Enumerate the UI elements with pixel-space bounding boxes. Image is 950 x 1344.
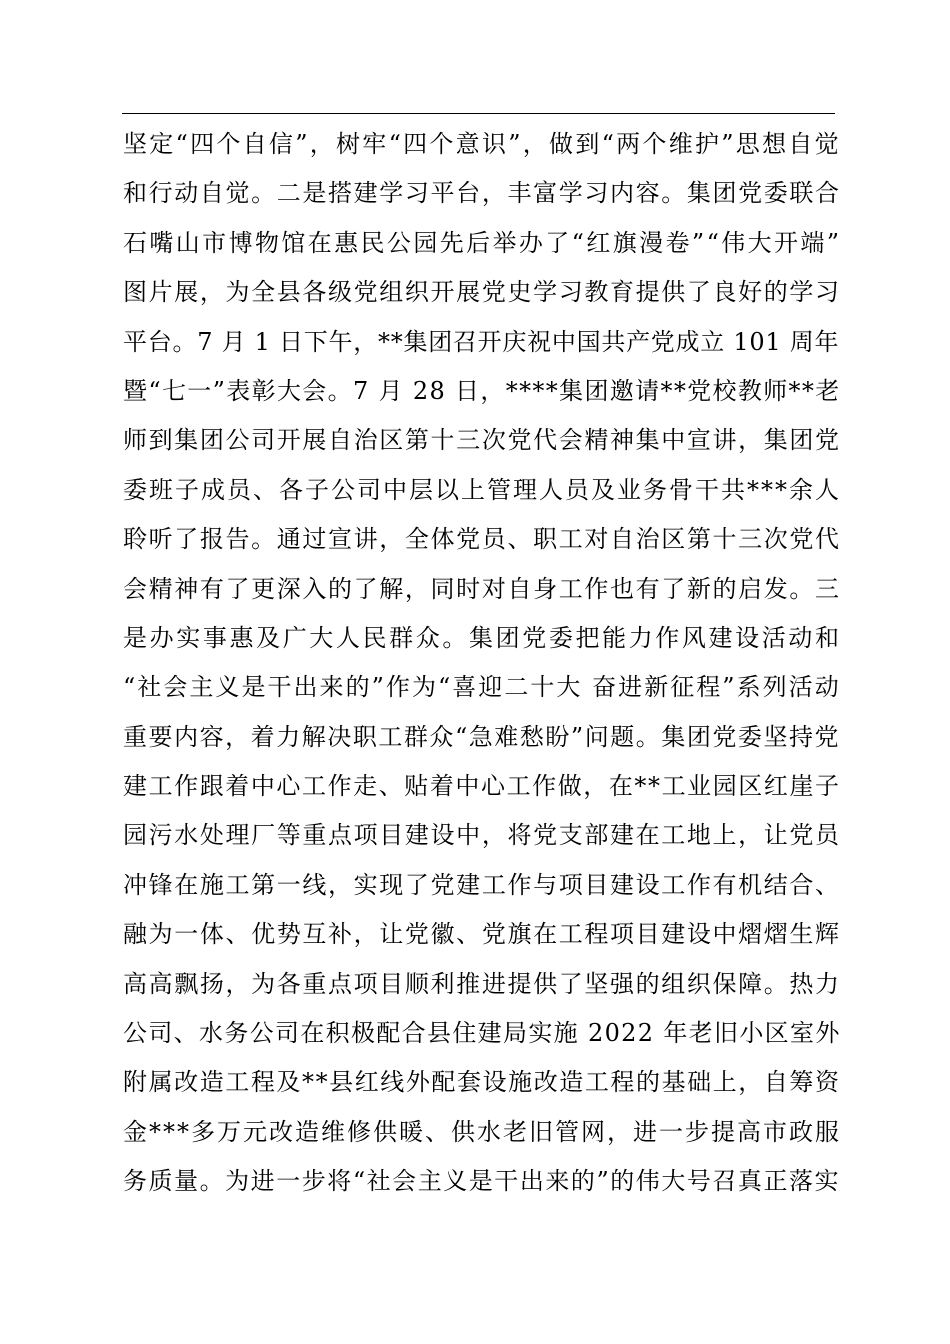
text-line: 是办实事惠及广大人民群众。集团党委把能力作风建设活动和	[123, 623, 842, 652]
text-line: 聆听了报告。通过宣讲，全体党员、职工对自治区第十三次党代	[123, 525, 841, 554]
text-line: 石嘴山市博物馆在惠民公园先后举办了“红旗漫卷”“伟大开端”	[123, 228, 842, 257]
text-line: 公司、水务公司在积极配合县住建局实施 2022 年老旧小区室外	[123, 1019, 841, 1048]
text-line: 坚定“四个自信”，树牢“四个意识”，做到“两个维护”思想自觉	[123, 130, 841, 158]
header-rule	[122, 113, 835, 114]
text-line: “社会主义是干出来的”作为“喜迎二十大 奋进新征程”系列活动	[123, 673, 841, 702]
body-text	[123, 120, 842, 1207]
text-line: 高高飘扬，为各重点项目顺利推进提供了坚强的组织保障。热力	[123, 969, 841, 998]
text-line: 融为一体、优势互补，让党徽、党旗在工程项目建设中熠熠生辉	[123, 920, 841, 949]
text-line: 平台。7 月 1 日下午，**集团召开庆祝中国共产党成立 101 周年	[123, 327, 840, 356]
text-line: 附属改造工程及**县红线外配套设施改造工程的基础上，自筹资	[123, 1068, 841, 1097]
text-line: 图片展，为全县各级党组织开展党史学习教育提供了良好的学习	[123, 278, 841, 307]
text-line: 金***多万元改造维修供暖、供水老旧管网，进一步提高市政服	[123, 1117, 841, 1146]
text-line: 建工作跟着中心工作走、贴着中心工作做，在**工业园区红崖子	[123, 772, 841, 801]
text-line: 务质量。为进一步将“社会主义是干出来的”的伟大号召真正落实	[123, 1167, 841, 1196]
text-line: 园污水处理厂等重点项目建设中，将党支部建在工地上，让党员	[123, 821, 841, 850]
text-line: 委班子成员、各子公司中层以上管理人员及业务骨干共***余人	[123, 475, 841, 504]
text-line: 冲锋在施工第一线，实现了党建工作与项目建设工作有机结合、	[123, 870, 841, 899]
text-line: 暨“七一”表彰大会。7 月 28 日，****集团邀请**党校教师**老	[123, 376, 841, 405]
text-line: 会精神有了更深入的了解，同时对自身工作也有了新的启发。三	[123, 574, 841, 603]
text-line: 和行动自觉。二是搭建学习平台，丰富学习内容。集团党委联合	[123, 179, 841, 208]
text-line: 重要内容，着力解决职工群众“急难愁盼”问题。集团党委坚持党	[123, 722, 841, 751]
text-line: 师到集团公司开展自治区第十三次党代会精神集中宣讲，集团党	[123, 426, 841, 455]
